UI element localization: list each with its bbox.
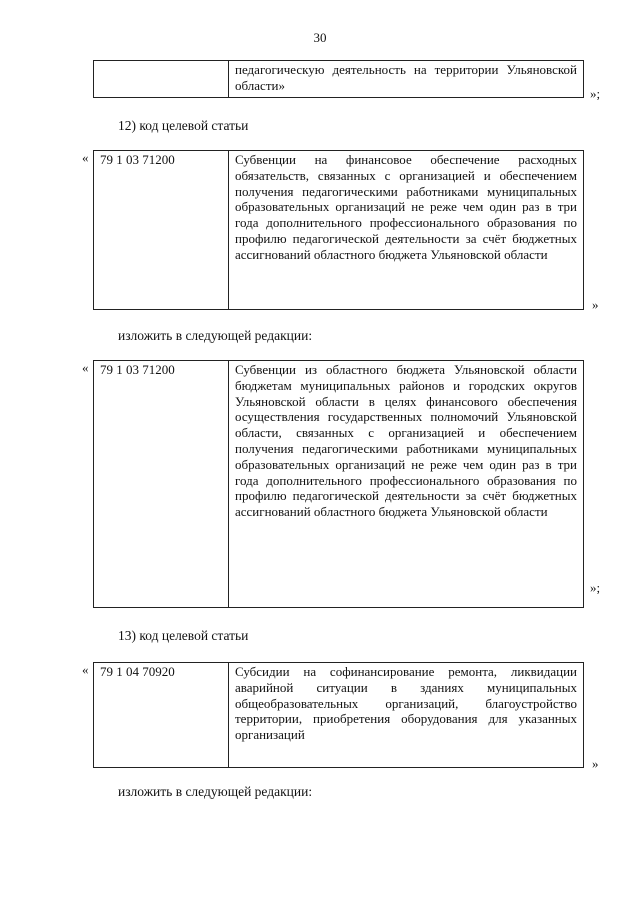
- amend-heading: изложить в следующей редакции:: [118, 784, 313, 799]
- code-cell: [94, 61, 229, 97]
- section-heading-12: 12) код целевой статьи: [118, 118, 249, 133]
- code-cell: 79 1 03 71200: [94, 361, 229, 607]
- section-heading-13: 13) код целевой статьи: [118, 628, 249, 643]
- table-old-70920: [93, 662, 584, 768]
- closing-quote: »;: [590, 86, 601, 101]
- page-number: 30: [313, 30, 327, 45]
- table-old-71200: [93, 150, 584, 310]
- opening-quote: «: [82, 150, 89, 165]
- description-cell: Субвенции на финансовое обеспечение расходных обязательств, связанных с организацией и обеспечением получения педагогическими работниками муниципальных образовательных организаций не реже чем один раз в три года дополнительного профессионального образования по профилю педагогической деятельности за счёт бюджетных ассигнований областного бюджета Ульяновской области: [235, 152, 577, 262]
- description-cell: педагогическую деятельность на территории Ульяновской области»: [235, 62, 577, 93]
- table-continuation: [93, 60, 584, 98]
- closing-quote: »: [592, 297, 599, 312]
- closing-quote: »;: [590, 580, 601, 595]
- opening-quote: «: [82, 662, 89, 677]
- code-cell: 79 1 03 71200: [94, 151, 229, 309]
- description-cell: Субвенции из областного бюджета Ульяновской области бюджетам муниципальных районов и городских округов Ульяновской области в целях финансового обеспечения осуществления государственных полномочий Ульяновской области, связанных с организацией и обеспечением получения педагогическими работниками муниципальных образовательных организаций не реже чем один раз в три года дополнительного профессионального образования по профилю педагогической деятельности за счёт бюджетных ассигнований областного бюджета Ульяновской области: [235, 362, 577, 520]
- code-cell: 79 1 04 70920: [94, 663, 229, 767]
- opening-quote: «: [82, 360, 89, 375]
- description-cell: Субсидии на софинансирование ремонта, ликвидации аварийной ситуации в зданиях муниципальных общеобразовательных организаций, благоустройство территории, приобретения оборудования для указанных организаций: [235, 664, 577, 743]
- amend-heading: изложить в следующей редакции:: [118, 328, 313, 343]
- table-new-71200: [93, 360, 584, 608]
- closing-quote: »: [592, 756, 599, 771]
